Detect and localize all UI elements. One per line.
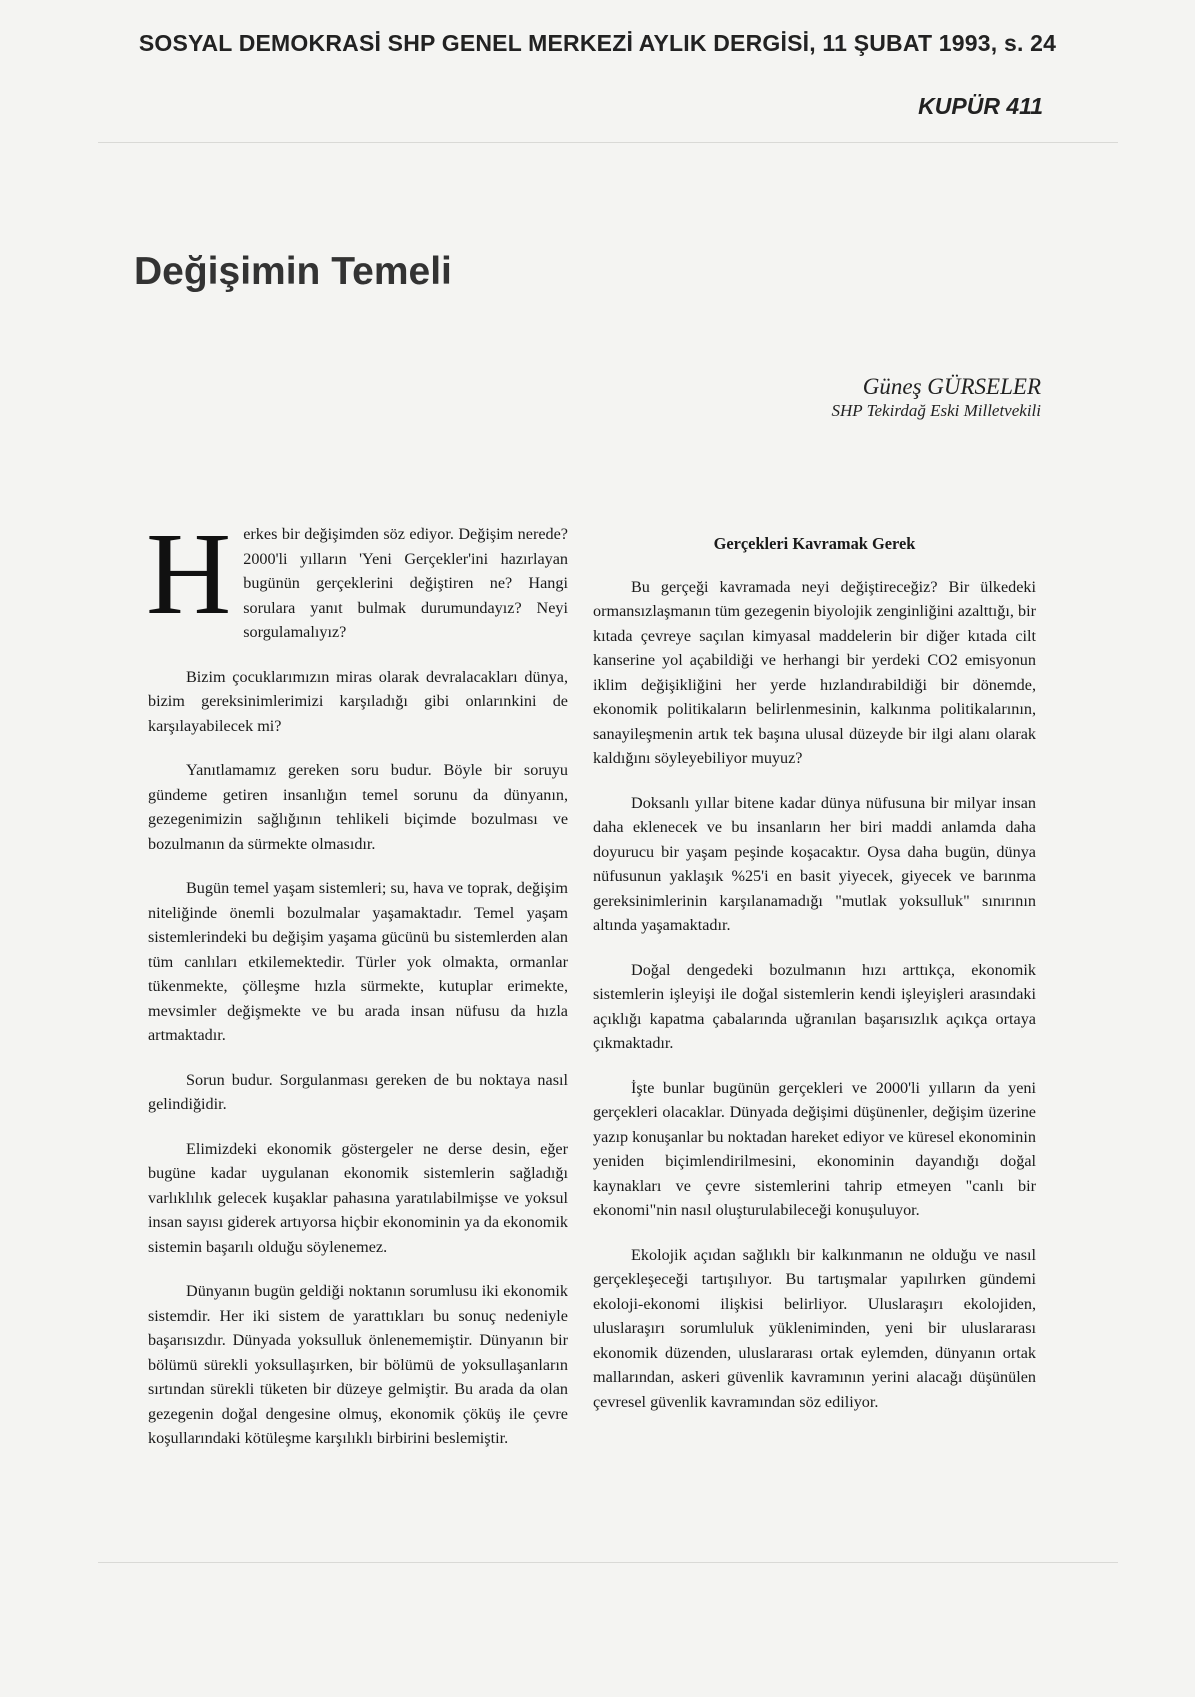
author-name: Güneş GÜRSELER	[862, 374, 1041, 399]
bottom-divider	[98, 1562, 1118, 1563]
paragraph-12: Ekolojik açıdan sağlıklı bir kalkınmanın ne olduğu ve nasıl gerçekleşeceği tartışılıyor. Bu tartışmalar yapılırken gündemi ekoloji-ekonomi ilişkisi belirliyor. Uluslaraşırı ekolojiden, uluslaraşırı sorumluluk yükleniminden, yeni bir uluslararası ekonomik düzenden, uluslararası ortak eylemden, dünyanın ortak mallarından, askeri güvenlik kavramının yerini alacağı düşünülen çevresel güvenlik kavramından söz ediliyor.	[593, 1245, 1036, 1411]
article-title: Değişimin Temeli	[134, 250, 452, 293]
paragraph-11: İşte bunlar bugünün gerçekleri ve 2000'li yılların da yeni gerçekleri olacaklar. Dünyada değişimi düşünenler, değişim üzerine yazıp konuşanlar bu noktadan hareket ediyor ve küresel ekonominin yeniden biçimlendirilmesini, ekonominin dayandığı doğal kaynakları ve çevre sistemlerini tahrip etmeyen "canlı bir ekonomi"nin nasıl oluşturulabileceği konuşuluyor.	[593, 1078, 1036, 1219]
paragraph-3: Yanıtlamamız gereken soru budur. Böyle bir soruyu gündeme getiren insanlığın temel sorunu da dünyanın, gezegenimizin sağlığının tehlikeli biçimde bozulması ve bozulmanın da sürmekte olmasıdır.	[148, 761, 568, 853]
publication-header: SOSYAL DEMOKRASİ SHP GENEL MERKEZİ AYLIK DERGİSİ, 11 ŞUBAT 1993, s. 24	[138, 30, 1057, 56]
paragraph-4: Bugün temel yaşam sistemleri; su, hava ve toprak, değişim niteliğinde önemli bozulmalar yaşamaktadır. Temel yaşam sistemlerindeki bu değişim yaşama gücünü bu sistemlerden alan tüm canlıları etkilemektedir. Türler yok olmakta, ormanlar tükenmekte, çölleşme hızla sürmekte, kutuplar erimekte, mevsimler değişmekte ve bu arada insan nüfusu da hızla artmaktadır.	[148, 879, 568, 1044]
paragraph-10: Doğal dengedeki bozulmanın hızı arttıkça, ekonomik sistemlerin işleyişi ile doğal sistemlerin kendi işleyişleri arasındaki açıklığı kapatma çabalarında uğranılan başarısızlık açıkça ortaya çıkmaktadır.	[593, 960, 1036, 1052]
author-role: SHP Tekirdağ Eski Milletvekili	[831, 401, 1041, 420]
author-block	[832, 373, 1041, 422]
paragraph-7: Dünyanın bugün geldiği noktanın sorumlusu iki ekonomik sistemdir. Her iki sistem de yarattıkları bu sonuç nedeniyle başarısızdır. Dünyada yoksulluk önlenememiştir. Dünyanın bir bölümü sürekli yoksullaşırken, bir bölümü de yoksullaşanların sırtından sürekli tüketen bir düzeye gelmiştir. Bu arada da olan gezegenin doğal dengesine olmuş, ekonomik çöküş ile çevre koşullarındaki kötüleşme karşılıklı birbirini beslemiştir.	[148, 1282, 568, 1447]
top-divider	[98, 142, 1118, 143]
paragraph-5: Sorun budur. Sorgulanması gereken de bu noktaya nasıl gelindiğidir.	[148, 1070, 568, 1113]
paragraph-8: Bu gerçeği kavramada neyi değiştireceğiz? Bir ülkedeki ormansızlaşmanın tüm gezegenin biyolojik zenginliğini azalttığı, bir kıtada çevreye saçılan kimyasal maddelerin bir diğer kıtada cilt kanserine yol açabildiği ve herhangi bir yerdeki CO2 emisyonun iklim değişikliğini her yerde hızlandırabildiği bir dönemde, ekonomik politikaların belirlenmesinin, kalkınma politikalarının, sanayileşmenin artık tek başına ulusal düzeyde bir ilgi alanı olarak kaldığını söyleyebiliyor muyuz?	[593, 577, 1036, 767]
clipping-number: KUPÜR 411	[918, 93, 1043, 119]
right-column	[593, 532, 1036, 1434]
paragraph-9: Doksanlı yıllar bitene kadar dünya nüfusuna bir milyar insan daha eklenecek ve bu insanların her biri maddi anlamda daha doyurucu bir yaşam peşinde koşacaktır. Oysa daha bugün, dünya nüfusunun yaklaşık %25'i en basit yiyecek, giyecek ve barınma gereksinimlerinin karşılanamadığı "mutlak yoksulluk" sınırının altında yaşamaktadır.	[593, 793, 1036, 934]
paragraph-6: Elimizdeki ekonomik göstergeler ne derse desin, eğer bugüne kadar uygulanan ekonomik sistemlerin sağladığı varlıklılık gelecek kuşaklar pahasına yaratılabilmişse ve yoksul insan sayısı giderek artıyorsa hiçbir ekonominin ya da ekonomik sistemin başarılı olduğu söylenemez.	[148, 1139, 568, 1256]
left-column	[146, 508, 568, 1471]
drop-cap: H	[146, 508, 232, 639]
paragraph-2: Bizim çocuklarımızın miras olarak devralacakları dünya, bizim gereksinimlerimizi karşıladığı gibi onlarınkini de karşılayabilecek mi?	[148, 667, 568, 735]
paragraph-1: Herkes bir değişimden söz ediyor. Değişim nerede? 2000'li yılların 'Yeni Gerçekler'ini hazırlayan bugünün gerçeklerini değiştiren ne? Hangi sorulara yanıt bulmak durumundayız? Neyi sorgulamalıyız?	[146, 508, 568, 641]
section-subhead: Gerçekleri Kavramak Gerek	[713, 534, 916, 553]
